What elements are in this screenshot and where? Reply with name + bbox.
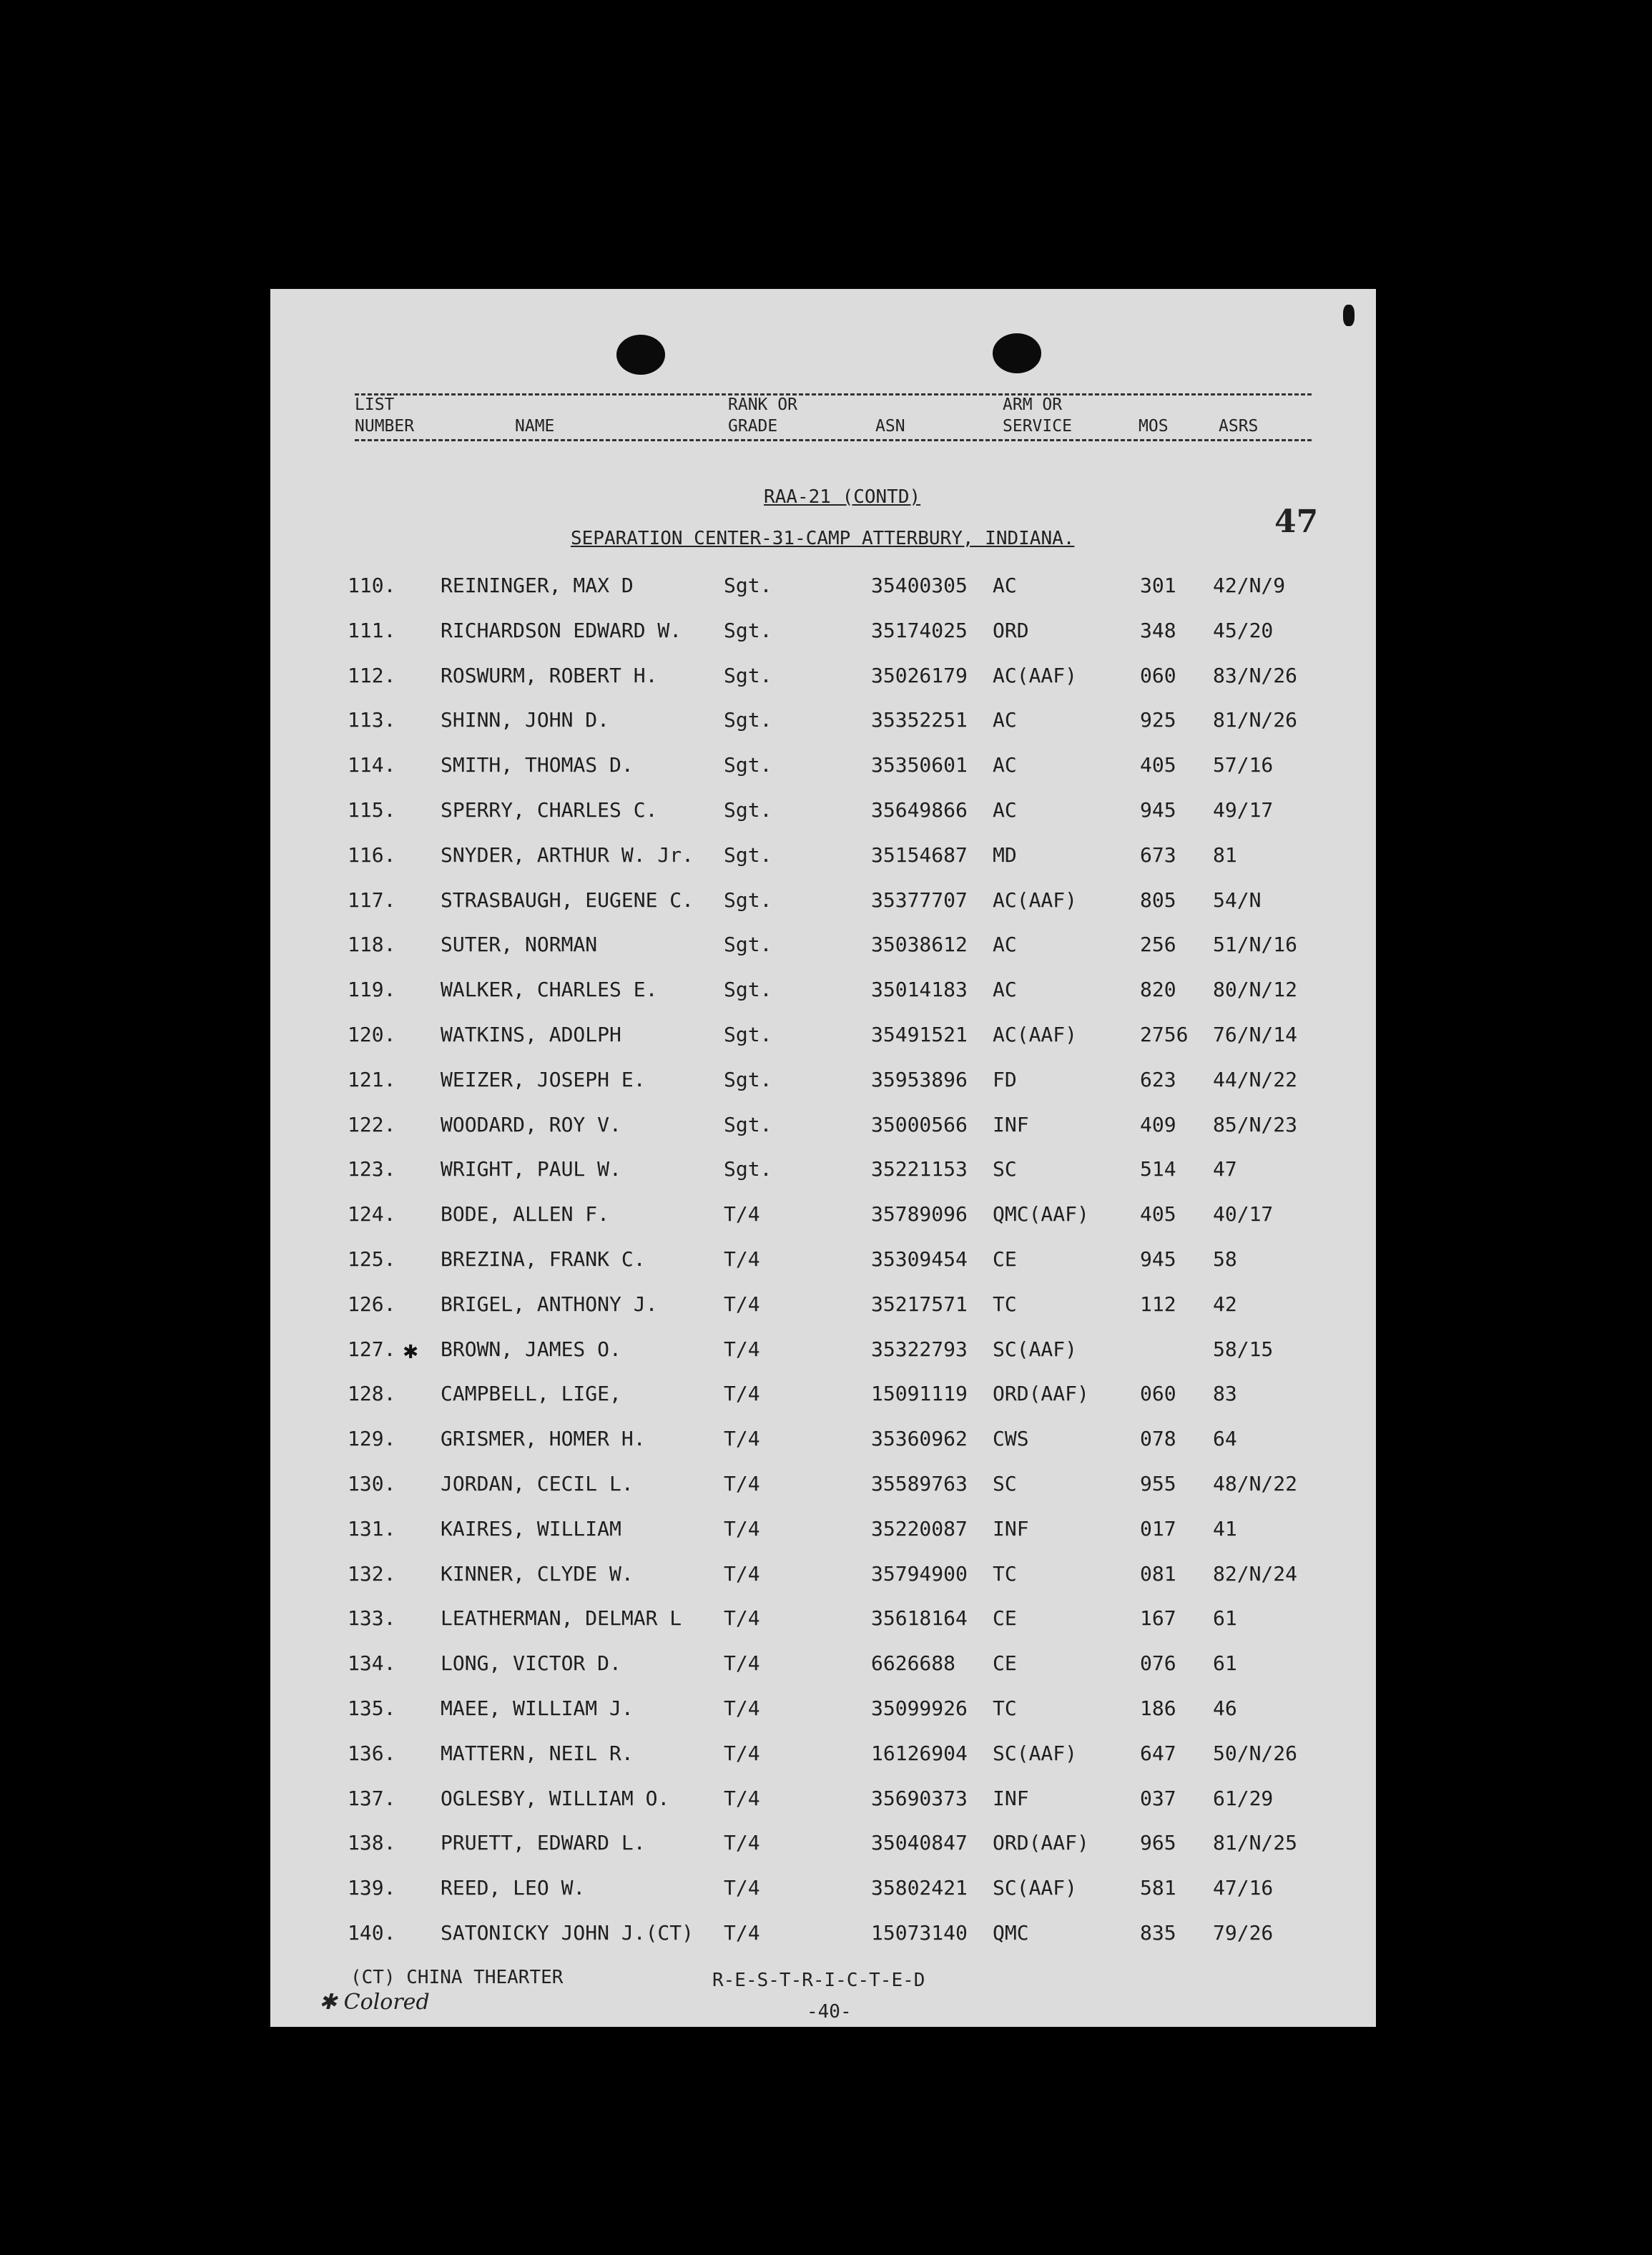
- row-mos: 514: [1140, 1157, 1176, 1181]
- row-rank: T/4: [724, 1696, 760, 1720]
- row-asr: 48/N/22: [1213, 1472, 1298, 1495]
- header-arm-line1: ARM OR: [1003, 396, 1063, 414]
- row-list-number: 115.: [348, 798, 396, 822]
- row-mos: 647: [1140, 1741, 1176, 1765]
- table-row: [270, 1157, 1376, 1200]
- row-asn: 35789096: [871, 1202, 968, 1227]
- row-name: PRUETT, EDWARD L.: [441, 1831, 646, 1855]
- table-row: [270, 1382, 1376, 1425]
- row-mos: 955: [1140, 1472, 1176, 1495]
- table-row: [270, 1741, 1376, 1784]
- row-arm-service: AC: [993, 933, 1017, 957]
- row-arm-service: CE: [993, 1606, 1017, 1631]
- row-list-number: 139.: [348, 1876, 396, 1900]
- roster-subtitle: SEPARATION CENTER-31-CAMP ATTERBURY, INDIANA.: [571, 528, 1075, 549]
- row-asn: 35322793: [871, 1337, 968, 1361]
- table-row: [270, 888, 1376, 931]
- row-rank: T/4: [724, 1202, 760, 1227]
- row-asr: 76/N/14: [1213, 1023, 1298, 1046]
- row-mos: 037: [1140, 1786, 1176, 1810]
- row-asr: 82/N/24: [1213, 1561, 1298, 1586]
- header-mos: MOS: [1139, 417, 1169, 436]
- row-mos: 256: [1140, 933, 1176, 957]
- row-mos: 623: [1140, 1067, 1176, 1091]
- row-name: SPERRY, CHARLES C.: [441, 798, 658, 822]
- row-asr: 85/N/23: [1213, 1112, 1298, 1136]
- row-list-number: 128.: [348, 1382, 396, 1406]
- row-name: SATONICKY JOHN J.(CT): [441, 1921, 694, 1945]
- row-rank: T/4: [724, 1831, 760, 1855]
- row-mos: 965: [1140, 1831, 1176, 1855]
- row-list-number: 127.: [348, 1337, 396, 1361]
- row-arm-service: CE: [993, 1651, 1017, 1676]
- row-list-number: 110.: [348, 574, 396, 597]
- row-list-number: 133.: [348, 1606, 396, 1631]
- row-name: SHINN, JOHN D.: [441, 708, 610, 732]
- row-arm-service: INF: [993, 1786, 1029, 1810]
- table-row: [270, 1472, 1376, 1515]
- row-asr: 58: [1213, 1247, 1237, 1271]
- row-mos: 945: [1140, 798, 1176, 822]
- row-arm-service: TC: [993, 1292, 1017, 1316]
- header-name: NAME: [515, 417, 555, 436]
- row-name: SMITH, THOMAS D.: [441, 753, 634, 777]
- row-asr: 46: [1213, 1696, 1237, 1720]
- row-arm-service: AC: [993, 798, 1017, 822]
- row-asn: 35589763: [871, 1472, 968, 1495]
- table-row: [270, 1921, 1376, 1964]
- row-mos: 581: [1140, 1876, 1176, 1900]
- table-row: [270, 933, 1376, 976]
- row-arm-service: MD: [993, 842, 1017, 867]
- row-name: MATTERN, NEIL R.: [441, 1741, 634, 1765]
- row-rank: T/4: [724, 1606, 760, 1631]
- row-rank: T/4: [724, 1292, 760, 1316]
- row-name: SNYDER, ARTHUR W. Jr.: [441, 842, 694, 867]
- row-name: WEIZER, JOSEPH E.: [441, 1067, 646, 1091]
- row-list-number: 114.: [348, 753, 396, 777]
- row-asr: 61: [1213, 1651, 1237, 1676]
- header-rank-line2: GRADE: [728, 417, 778, 436]
- row-list-number: 138.: [348, 1831, 396, 1855]
- row-arm-service: SC(AAF): [993, 1876, 1078, 1900]
- row-name: CAMPBELL, LIGE,: [441, 1382, 621, 1406]
- row-asn: 15091119: [871, 1382, 968, 1406]
- row-rank: T/4: [724, 1247, 760, 1271]
- row-asr: 47/16: [1213, 1876, 1274, 1900]
- row-arm-service: SC: [993, 1472, 1017, 1495]
- table-row: [270, 1562, 1376, 1605]
- row-asr: 80/N/12: [1213, 978, 1298, 1002]
- row-arm-service: INF: [993, 1112, 1029, 1136]
- row-asn: 35220087: [871, 1516, 968, 1541]
- row-list-number: 120.: [348, 1023, 396, 1046]
- row-asn: 16126904: [871, 1741, 968, 1765]
- row-asr: 45/20: [1213, 618, 1274, 642]
- table-row: [270, 1831, 1376, 1874]
- row-asn: 35099926: [871, 1696, 968, 1720]
- row-rank: Sgt.: [724, 798, 772, 822]
- row-asn: 35014183: [871, 978, 968, 1002]
- row-name: LEATHERMAN, DELMAR L: [441, 1606, 682, 1631]
- row-mos: 060: [1140, 663, 1176, 687]
- row-asr: 57/16: [1213, 753, 1274, 777]
- table-row: [270, 1113, 1376, 1156]
- row-list-number: 119.: [348, 978, 396, 1002]
- row-asn: 15073140: [871, 1921, 968, 1945]
- row-arm-service: ORD(AAF): [993, 1382, 1089, 1406]
- row-name: REININGER, MAX D: [441, 574, 634, 597]
- row-asn: 35802421: [871, 1876, 968, 1900]
- row-name: BREZINA, FRANK C.: [441, 1247, 646, 1271]
- row-mos: 017: [1140, 1516, 1176, 1541]
- row-asr: 49/17: [1213, 798, 1274, 822]
- table-row: [270, 978, 1376, 1021]
- row-asn: 35352251: [871, 708, 968, 732]
- row-list-number: 112.: [348, 663, 396, 687]
- row-asn: 35618164: [871, 1606, 968, 1631]
- row-name: WALKER, CHARLES E.: [441, 978, 658, 1002]
- row-name: KINNER, CLYDE W.: [441, 1561, 634, 1586]
- row-asr: 42: [1213, 1292, 1237, 1316]
- table-row: [270, 1651, 1376, 1694]
- row-list-number: 132.: [348, 1561, 396, 1586]
- table-row: [270, 798, 1376, 841]
- row-rank: Sgt.: [724, 1112, 772, 1136]
- row-list-number: 124.: [348, 1202, 396, 1227]
- row-list-number: 134.: [348, 1651, 396, 1676]
- row-name: WATKINS, ADOLPH: [441, 1023, 621, 1046]
- row-arm-service: TC: [993, 1561, 1017, 1586]
- row-asn: 35794900: [871, 1561, 968, 1586]
- header-asr: ASRS: [1219, 417, 1259, 436]
- document-page: [270, 289, 1376, 2027]
- row-list-number: 121.: [348, 1067, 396, 1091]
- table-row: [270, 1023, 1376, 1066]
- row-rank: T/4: [724, 1561, 760, 1586]
- row-arm-service: FD: [993, 1067, 1017, 1091]
- table-row: [270, 1427, 1376, 1470]
- row-asn: 35360962: [871, 1427, 968, 1451]
- row-arm-service: SC(AAF): [993, 1337, 1078, 1361]
- row-rank: T/4: [724, 1427, 760, 1451]
- row-mos: 945: [1140, 1247, 1176, 1271]
- row-asn: 35649866: [871, 798, 968, 822]
- row-asr: 58/15: [1213, 1337, 1274, 1361]
- row-name: WRIGHT, PAUL W.: [441, 1157, 621, 1181]
- row-asn: 35038612: [871, 933, 968, 957]
- row-rank: Sgt.: [724, 618, 772, 642]
- table-row: [270, 1606, 1376, 1649]
- row-arm-service: SC(AAF): [993, 1741, 1078, 1765]
- row-asn: 35026179: [871, 663, 968, 687]
- row-rank: T/4: [724, 1472, 760, 1495]
- row-asr: 51/N/16: [1213, 933, 1298, 957]
- row-mos: 186: [1140, 1696, 1176, 1720]
- punch-hole-right: [993, 333, 1041, 373]
- row-asn: 35040847: [871, 1831, 968, 1855]
- page-number: 47: [1274, 503, 1319, 540]
- row-mos: 405: [1140, 1202, 1176, 1227]
- row-list-number: 117.: [348, 888, 396, 912]
- row-mos: 076: [1140, 1651, 1176, 1676]
- row-name: OGLESBY, WILLIAM O.: [441, 1786, 670, 1810]
- row-arm-service: AC(AAF): [993, 1023, 1078, 1046]
- table-row: [270, 1787, 1376, 1829]
- row-list-number: 126.: [348, 1292, 396, 1316]
- row-list-number: 116.: [348, 842, 396, 867]
- row-rank: Sgt.: [724, 1157, 772, 1181]
- table-row: [270, 1876, 1376, 1919]
- row-asn: 35953896: [871, 1067, 968, 1091]
- row-asn: 35154687: [871, 842, 968, 867]
- row-arm-service: CWS: [993, 1427, 1029, 1451]
- row-name: BRIGEL, ANTHONY J.: [441, 1292, 658, 1316]
- row-name: ROSWURM, ROBERT H.: [441, 663, 658, 687]
- row-asr: 47: [1213, 1157, 1237, 1181]
- row-list-number: 118.: [348, 933, 396, 957]
- row-mos: 060: [1140, 1382, 1176, 1406]
- row-list-number: 137.: [348, 1786, 396, 1810]
- row-rank: Sgt.: [724, 888, 772, 912]
- row-rank: T/4: [724, 1786, 760, 1810]
- row-asn: 35217571: [871, 1292, 968, 1316]
- row-rank: T/4: [724, 1337, 760, 1361]
- row-mos: 673: [1140, 842, 1176, 867]
- row-mos: 409: [1140, 1112, 1176, 1136]
- row-asn: 35377707: [871, 888, 968, 912]
- row-asr: 81: [1213, 842, 1237, 867]
- row-list-number: 113.: [348, 708, 396, 732]
- row-asr: 54/N: [1213, 888, 1262, 912]
- header-rank-line1: RANK OR: [728, 396, 797, 414]
- row-arm-service: QMC(AAF): [993, 1202, 1089, 1227]
- row-rank: T/4: [724, 1651, 760, 1676]
- row-arm-service: CE: [993, 1247, 1017, 1271]
- row-list-number: 136.: [348, 1741, 396, 1765]
- row-arm-service: SC: [993, 1157, 1017, 1181]
- row-name: RICHARDSON EDWARD W.: [441, 618, 682, 642]
- row-list-number: 111.: [348, 618, 396, 642]
- header-rule-top: [355, 393, 1312, 396]
- row-asn: 35350601: [871, 753, 968, 777]
- row-arm-service: AC: [993, 978, 1017, 1002]
- row-asr: 50/N/26: [1213, 1741, 1298, 1765]
- row-rank: Sgt.: [724, 1023, 772, 1046]
- row-name: BODE, ALLEN F.: [441, 1202, 610, 1227]
- row-list-number: 131.: [348, 1516, 396, 1541]
- row-arm-service: AC: [993, 574, 1017, 597]
- row-asn: 35221153: [871, 1157, 968, 1181]
- row-name: REED, LEO W.: [441, 1876, 586, 1900]
- asterisk-mark: ✱: [403, 1335, 418, 1365]
- row-asn: 35491521: [871, 1023, 968, 1046]
- row-name: BROWN, JAMES O.: [441, 1337, 621, 1361]
- row-asr: 64: [1213, 1427, 1237, 1451]
- row-asn: 35174025: [871, 618, 968, 642]
- row-asr: 40/17: [1213, 1202, 1274, 1227]
- punch-hole-left: [616, 335, 665, 375]
- row-list-number: 125.: [348, 1247, 396, 1271]
- row-arm-service: AC(AAF): [993, 888, 1078, 912]
- table-row: [270, 1202, 1376, 1245]
- row-rank: T/4: [724, 1382, 760, 1406]
- row-asn: 35000566: [871, 1112, 968, 1136]
- row-asr: 61/29: [1213, 1786, 1274, 1810]
- row-asn: 35309454: [871, 1247, 968, 1271]
- row-rank: Sgt.: [724, 708, 772, 732]
- row-arm-service: AC(AAF): [993, 663, 1078, 687]
- row-mos: 2756: [1140, 1023, 1189, 1046]
- row-rank: T/4: [724, 1741, 760, 1765]
- table-row: [270, 664, 1376, 707]
- row-rank: Sgt.: [724, 933, 772, 957]
- footer-classification: R-E-S-T-R-I-C-T-E-D: [712, 1970, 925, 1991]
- table-row: [270, 1337, 1376, 1380]
- row-list-number: 129.: [348, 1427, 396, 1451]
- row-asr: 44/N/22: [1213, 1067, 1298, 1091]
- row-asn: 35690373: [871, 1786, 968, 1810]
- table-row: [270, 574, 1376, 616]
- corner-mark: [1343, 305, 1354, 326]
- header-arm-line2: SERVICE: [1003, 417, 1072, 436]
- row-mos: 348: [1140, 618, 1176, 642]
- row-rank: Sgt.: [724, 1067, 772, 1091]
- row-name: LONG, VICTOR D.: [441, 1651, 621, 1676]
- row-name: GRISMER, HOMER H.: [441, 1427, 646, 1451]
- header-list-number-line2: NUMBER: [355, 417, 415, 436]
- header-list-number-line1: LIST: [355, 396, 395, 414]
- row-arm-service: AC: [993, 753, 1017, 777]
- row-list-number: 140.: [348, 1921, 396, 1945]
- row-rank: Sgt.: [724, 663, 772, 687]
- row-asr: 42/N/9: [1213, 574, 1286, 597]
- table-row: [270, 843, 1376, 886]
- row-name: MAEE, WILLIAM J.: [441, 1696, 634, 1720]
- row-name: WOODARD, ROY V.: [441, 1112, 621, 1136]
- table-row: [270, 1517, 1376, 1560]
- table-row: [270, 1292, 1376, 1335]
- row-asr: 61: [1213, 1606, 1237, 1631]
- row-mos: 405: [1140, 753, 1176, 777]
- row-arm-service: AC: [993, 708, 1017, 732]
- row-asr: 41: [1213, 1516, 1237, 1541]
- footer-legend: (CT) CHINA THEARTER: [350, 1967, 564, 1988]
- row-mos: 301: [1140, 574, 1176, 597]
- row-rank: Sgt.: [724, 753, 772, 777]
- row-rank: Sgt.: [724, 574, 772, 597]
- row-arm-service: ORD: [993, 618, 1029, 642]
- table-row: [270, 1068, 1376, 1111]
- row-asr: 79/26: [1213, 1921, 1274, 1945]
- row-mos: 925: [1140, 708, 1176, 732]
- row-rank: Sgt.: [724, 978, 772, 1002]
- row-asn: 35400305: [871, 574, 968, 597]
- table-row: [270, 1247, 1376, 1290]
- row-mos: 820: [1140, 978, 1176, 1002]
- row-rank: T/4: [724, 1516, 760, 1541]
- footer-page-code: -40-: [807, 2001, 852, 2023]
- header-asn: ASN: [875, 417, 905, 436]
- row-list-number: 123.: [348, 1157, 396, 1181]
- row-arm-service: TC: [993, 1696, 1017, 1720]
- row-mos: 112: [1140, 1292, 1176, 1316]
- row-rank: T/4: [724, 1876, 760, 1900]
- table-row: [270, 753, 1376, 796]
- row-rank: T/4: [724, 1921, 760, 1945]
- row-name: STRASBAUGH, EUGENE C.: [441, 888, 694, 912]
- table-row: [270, 708, 1376, 751]
- row-mos: 078: [1140, 1427, 1176, 1451]
- row-arm-service: QMC: [993, 1921, 1029, 1945]
- table-row: [270, 619, 1376, 662]
- row-mos: 835: [1140, 1921, 1176, 1945]
- row-asr: 81/N/26: [1213, 708, 1298, 732]
- row-asr: 83: [1213, 1382, 1237, 1406]
- row-mos: 805: [1140, 888, 1176, 912]
- row-mos: 167: [1140, 1606, 1176, 1631]
- roster-title: RAA-21 (CONTD): [764, 486, 921, 508]
- row-name: JORDAN, CECIL L.: [441, 1472, 634, 1495]
- row-rank: Sgt.: [724, 842, 772, 867]
- row-list-number: 122.: [348, 1112, 396, 1136]
- table-row: [270, 1696, 1376, 1739]
- row-name: KAIRES, WILLIAM: [441, 1516, 621, 1541]
- row-asr: 81/N/25: [1213, 1831, 1298, 1855]
- header-rule-bottom: [355, 439, 1312, 441]
- row-asr: 83/N/26: [1213, 663, 1298, 687]
- row-name: SUTER, NORMAN: [441, 933, 598, 957]
- row-list-number: 130.: [348, 1472, 396, 1495]
- row-arm-service: INF: [993, 1516, 1029, 1541]
- handwritten-note: ✱ Colored: [319, 1990, 430, 2015]
- row-mos: 081: [1140, 1561, 1176, 1586]
- row-arm-service: ORD(AAF): [993, 1831, 1089, 1855]
- row-asn: 6626688: [871, 1651, 956, 1676]
- row-list-number: 135.: [348, 1696, 396, 1720]
